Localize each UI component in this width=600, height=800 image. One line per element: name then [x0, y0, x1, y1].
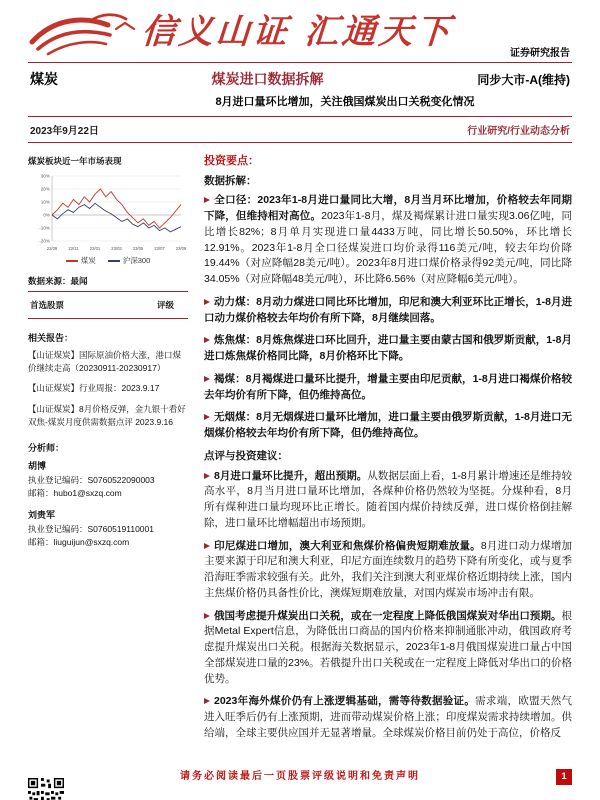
bullet-point: 俄国考虑提升煤炭出口关税，或在一定程度上降低俄国煤炭对华出口预期。根据Metal Expert信息，为降低出口商品的国内价格来抑制通胀冲动，俄国政府考虑提升煤炭出口关税。根据海关数据显示，2023年1-8月俄国煤炭进口量占中国全部煤炭进口量的23%。若俄提升出口关税或在一定程度上降低对华出口的价格优势。	[204, 609, 572, 685]
disclaimer-text: 请务必阅读最后一页股票评级说明和免责声明	[180, 771, 420, 782]
svg-text:23/01: 23/01	[89, 246, 101, 251]
svg-text:10%: 10%	[40, 199, 50, 205]
bullet-point: 无烟煤：8月无烟煤进口量环比增加，进口量主要由俄罗斯贡献，1-8月进口无烟煤价格较去年均价有所下降，但仍维持高位。	[204, 411, 572, 439]
bullet-arrow-icon	[204, 613, 210, 619]
svg-text:-20%: -20%	[39, 238, 50, 244]
section-heading-comment: 点评与投资建议：	[204, 449, 288, 462]
svg-text:22/11: 22/11	[68, 246, 79, 251]
bullet-arrow-icon	[204, 337, 210, 343]
legend-item-hs300	[108, 255, 151, 266]
svg-text:22/09: 22/09	[46, 246, 58, 251]
report-category: 行业研究/行业动态分析	[467, 126, 570, 137]
page-number: 1	[556, 769, 572, 785]
rating-column: 评级	[156, 300, 174, 310]
key-points-label: 投资要点：	[204, 155, 259, 167]
related-reports-heading: 相关报告：	[28, 333, 74, 343]
analyst-name: 胡博	[28, 460, 47, 471]
title-row	[0, 63, 600, 89]
report-title: 煤炭进口数据拆解	[211, 71, 324, 87]
svg-text:23/03: 23/03	[111, 246, 122, 251]
industry-label: 煤炭	[30, 71, 58, 87]
bullet-arrow-icon	[204, 543, 210, 549]
legend-label-hs300: 沪深300	[122, 256, 151, 265]
bullet-arrow-icon	[204, 197, 210, 203]
main-content	[204, 153, 572, 749]
svg-text:-10%: -10%	[39, 225, 50, 231]
bullet-point: 2023年海外煤价仍有上涨逻辑基础，需等待数据验证。需求端，欧盟天然气进入旺季后仍有上涨预期，进而带动煤炭价格上涨；印度煤炭需求持续增加。供给端，全球主要供应国并无显著增量。全球煤炭价格目前仍处于高位，价格反	[204, 695, 572, 739]
preferred-stocks-column: 首选股票	[30, 300, 65, 310]
section-heading-data: 数据拆解：	[204, 174, 257, 187]
svg-text:23/07: 23/07	[154, 246, 165, 251]
chart-legend	[28, 255, 188, 266]
brand-tagline: 信义山证 汇通天下	[140, 12, 454, 52]
report-date: 2023年9月22日	[30, 126, 99, 137]
analyst-block	[28, 459, 188, 500]
bullet-point: 全口径：2023年1-8月进口量同比大增，8月当月环比增加，价格较去年同期下降，但维持相对高位。2023年1-8月，煤及褐煤累计进口量实现3.06亿吨，同比增长82%；8月单月实现进口量4433万吨，同比增长50.50%，环比增长12.91%。2023年1-8月全口径煤炭进口均价录得116美元/吨，较去年均价降19.44%（对应降幅28美元/吨）。2023年8月进口煤价格录得92美元/吨，同比降34.05%（对应降幅48美元/吨），环比降6.56%（对应降幅6美元/吨）。	[204, 194, 572, 285]
svg-text:23/09: 23/09	[175, 246, 187, 251]
data-source: 数据来源：最闻	[28, 276, 88, 286]
analyst-license: 执业登记编码：S0760522090003	[28, 474, 155, 485]
bullet-point: 炼焦煤：8月炼焦煤进口环比回升，进口量主要由蒙古国和俄罗斯贡献，1-8月进口炼焦煤价格同比降，8月价格环比下降。	[204, 334, 572, 362]
related-report-item[interactable]: 【山证煤炭】国际原油价格大涨，港口煤价继续走高（20230911-20230917）	[28, 350, 182, 374]
report-subtitle: 8月进口量环比增加，关注俄国煤炭出口关税变化情况	[215, 96, 475, 108]
analyst-name: 刘贵军	[28, 510, 56, 521]
date-row	[28, 117, 572, 143]
coal-series-swatch	[66, 260, 78, 262]
sidebar	[28, 153, 188, 749]
preferred-stocks-header	[28, 296, 188, 314]
report-body	[0, 143, 600, 749]
bullet-arrow-icon	[204, 698, 210, 704]
bullet-point: 褐煤：8月褐煤进口量环比提升，增量主要由印尼贡献，1-8月进口褐煤价格较去年均价有所下降，但仍维持高位。	[204, 372, 572, 401]
bullet-arrow-icon	[204, 414, 210, 420]
bullet-point: 动力煤：8月动力煤进口同比环比增加，印尼和澳大利亚环比正增长，1-8月进口动力煤价格较去年均价有所下降，8月继续回落。	[204, 295, 572, 324]
bullet-point: 8月进口量环比提升，超出预期。从数据层面上看，1-8月累计增速还是维持较高水平，8月当月进口量环比增加，各煤种价格仍然较为坚挺。分煤种看，8月所有煤种进口量均现环比正增长。随着国内煤价持续反弹，进口煤价格倒挂解除，进口量环比增幅超出市场预期。	[204, 469, 572, 529]
market-chart-title: 煤炭板块近一年市场表现	[28, 156, 122, 166]
bullet-arrow-icon	[204, 473, 210, 479]
svg-text:0%: 0%	[43, 212, 50, 218]
analyst-email[interactable]: 邮箱：hubo1@sxzq.com	[28, 487, 122, 498]
bullet-arrow-icon	[204, 376, 210, 382]
legend-item-coal	[66, 255, 96, 266]
svg-text:30%: 30%	[40, 173, 50, 179]
legend-label-coal: 煤炭	[80, 256, 96, 265]
brand-band	[0, 0, 600, 62]
related-report-item[interactable]: 【山证煤炭】8月价格反弹，金九银十看好双焦-煤炭月度供需数据点评 2023.9.16	[28, 403, 186, 427]
analyst-license: 执业登记编码：S0760519110001	[28, 524, 154, 535]
market-performance-chart	[28, 172, 188, 254]
svg-text:23/05: 23/05	[132, 246, 144, 251]
svg-text:20%: 20%	[40, 186, 50, 192]
analyst-email[interactable]: 邮箱：liuguijun@sxzq.com	[28, 537, 130, 548]
report-type-label: 证券研究报告	[510, 48, 570, 59]
bullet-point: 印尼煤进口增加，澳大利亚和焦煤价格偏贵短期难放量。8月进口动力煤增加主要来源于印尼和澳大利亚，印尼方面连续数月的趋势下降有所变化，或与夏季沿海旺季需求较强有关。此外，我们关注到澳大利亚煤价格近期持续上涨，国内主焦煤价格仍具备性价比，澳煤短期难放量，对国内煤炭市场冲击有限。	[204, 539, 572, 599]
related-report-item[interactable]: 【山证煤炭】行业周报：2023.9.17	[28, 383, 160, 394]
hs300-series-swatch	[108, 260, 120, 262]
bullet-arrow-icon	[204, 299, 210, 305]
logo-birds-graphic	[28, 10, 146, 58]
analysts-heading: 分析师：	[28, 442, 65, 453]
rating-label: 同步大市-A(维持)	[477, 73, 570, 87]
sidebar-divider	[28, 318, 188, 319]
sidebar-divider	[28, 291, 188, 292]
analyst-block	[28, 508, 188, 549]
